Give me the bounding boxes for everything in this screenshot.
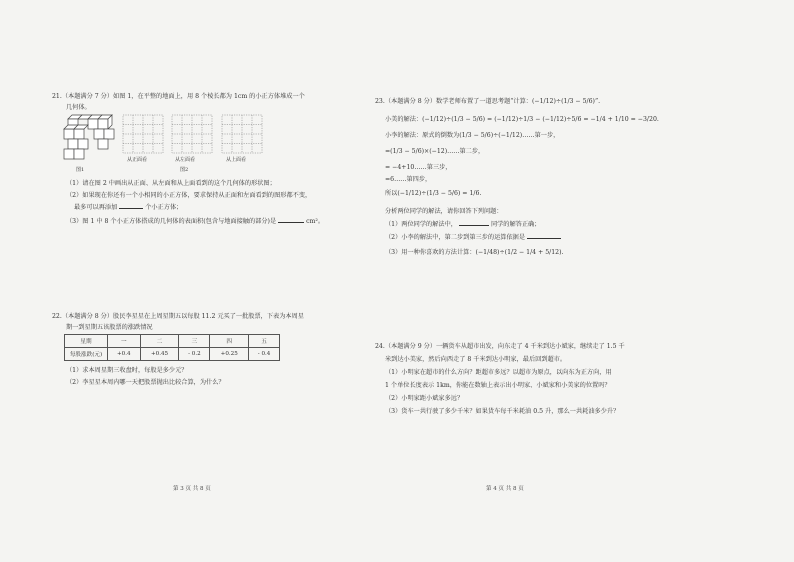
q22-stem-line2: 期一到星期五该股票的涨跌情况 — [66, 324, 153, 331]
q23-xiaoli-step2: =(1/3 − 5/6)×(−12)……第二步， — [385, 148, 485, 155]
table-header-cell: 四 — [210, 335, 249, 348]
q22-sub2: （2）李星星本周内哪一天把股票抛出比较合算，为什么？ — [66, 379, 225, 386]
q21-sub3-unit: cm²。 — [306, 218, 325, 225]
table-header-cell: 一 — [108, 335, 141, 348]
fig1-label: 图1 — [76, 167, 85, 173]
q23-xiaomei-solution: 小美的解法：(−1/12)÷(1/3 − 5/6) = (−1/12)÷1/3 − (−1/12)÷5/6 = −1/4 + 1/10 = −3/20. — [385, 116, 659, 123]
q24-sub3: （3）货车一共行驶了多少千米？如果货车每千米耗油 0.5 升，那么一共耗油多少升？ — [385, 408, 620, 415]
q23-sub2-prefix: （2）小李的解法中，第二步到第三步的运算依据是 — [385, 234, 526, 241]
q21-sub2-answer-line — [74, 202, 182, 211]
q24-sub1: （1）小明家在超市的什么方向？距超市多远？以超市为原点，以向东为正方向，用 — [385, 369, 612, 376]
view-top-label: 从上面看 — [226, 157, 247, 163]
q23-prompt: 分析两位同学的解法，请你回答下列问题： — [385, 208, 503, 215]
q21-sub3-blank[interactable] — [278, 222, 304, 223]
q21-stem-line1: 21.（本题满分 7 分）如图 1，在平整的地面上，用 8 个棱长都为 1cm 的小正方体堆成一个 — [52, 93, 305, 100]
q21-sub2-blank[interactable] — [119, 208, 143, 209]
q24-stem-line1: 24.（本题满分 9 分）一辆货车从超市出发，向东走了 4 千米到达小斌家，继续走了 1.5 千 — [375, 343, 625, 350]
right-page — [375, 0, 794, 562]
q23-sub1-blank[interactable] — [459, 225, 489, 226]
q21-sub2: （2）如果现在你还有一个小相同的小正方体，要求保持从正面和左面看到的图形都不变， — [66, 192, 312, 199]
q23-sub2-line — [385, 232, 561, 241]
q24-stem-line2: 米到达小美家，然后向西走了 8 千米到达小明家，最后回到超市。 — [385, 356, 567, 363]
table-cell: - 0.2 — [179, 348, 210, 361]
q21-sub3-prefix: （3）图 1 中 8 个小正方体搭成的几何体的表面积(包含与地面接触的部分)是 — [66, 218, 277, 225]
table-header-cell: 二 — [140, 335, 179, 348]
q23-sub1-prefix: （1）两位同学的解法中， — [385, 221, 457, 228]
q23-xiaoli-step4: =6……第四步， — [385, 176, 432, 183]
q24-sub2: （2）小明家距小斌家多远？ — [385, 395, 464, 402]
table-cell: +0.25 — [210, 348, 249, 361]
fig2-label: 图2 — [180, 167, 189, 173]
q22-stock-table — [64, 334, 280, 361]
q23-sub1-suffix: 同学的解答正确； — [490, 221, 541, 228]
table-cell: +0.45 — [140, 348, 179, 361]
q23-stem-line1: 23.（本题满分 8 分）数学老师布置了一道思考题“计算：(−1/12)÷(1/3 − 5/6)”. — [375, 98, 601, 105]
view-front-label: 从正面看 — [127, 157, 148, 163]
table-cell: +0.4 — [108, 348, 141, 361]
left-page-footer: 第 3 页 共 8 页 — [173, 486, 211, 492]
q23-xiaoli-step1: 小李的解法：原式的倒数为(1/3 − 5/6)÷(−1/12)……第一步， — [385, 132, 560, 139]
view-left-label: 从左面看 — [175, 157, 196, 163]
table-row-label: 每股涨跌(元) — [65, 348, 108, 361]
q23-sub2-blank[interactable] — [527, 238, 561, 239]
q22-stem-line1: 22.（本题满分 8 分）股民李星星在上周星期五以每股 11.2 元买了一批股票，下表为本周星 — [52, 313, 304, 320]
table-header-cell: 星期 — [65, 335, 108, 348]
table-header-cell: 五 — [249, 335, 280, 348]
q21-figure-1 — [62, 113, 118, 163]
q23-sub1-line — [385, 219, 540, 228]
q21-sub3-line — [66, 216, 324, 225]
table-header-cell: 三 — [179, 335, 210, 348]
q24-sub1b: 1 个单位长度表示 1km，你能在数轴上表示出小明家、小斌家和小美家的位置吗？ — [385, 382, 611, 389]
q21-sub2-suffix: 个小正方体； — [145, 204, 183, 211]
q21-stem-line2: 几何体。 — [66, 104, 91, 111]
q23-xiaoli-step3: = −4+10……第三步， — [385, 164, 452, 171]
table-cell: - 0.4 — [249, 348, 280, 361]
q23-xiaoli-conclusion: 所以(−1/12)÷(1/3 − 5/6) = 1/6. — [385, 190, 482, 197]
right-page-footer: 第 4 页 共 8 页 — [486, 486, 524, 492]
q21-sub1: （1）请在图 2 中画出从正面、从左面和从上面看到的这个几何体的形状图； — [66, 180, 276, 187]
q23-sub3: （3）用一种你喜欢的方法计算：(−1/48)÷(1/2 − 1/4 + 5/12). — [385, 249, 564, 256]
table-row — [65, 348, 280, 361]
q21-sub2-prefix: 最多可以再添加 — [74, 204, 118, 211]
table-header-row — [65, 335, 280, 348]
q22-sub1: （1）求本周星期三收盘时，每股是多少元？ — [66, 367, 188, 374]
